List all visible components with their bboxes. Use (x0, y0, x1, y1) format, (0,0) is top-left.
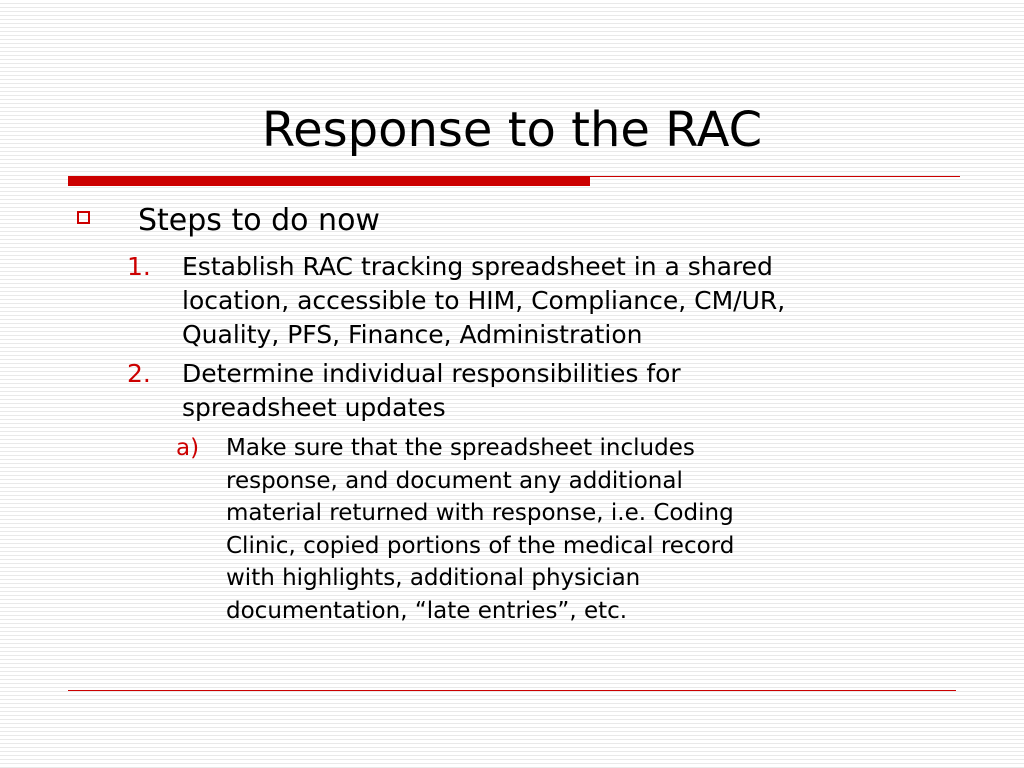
footer-rule (68, 690, 956, 691)
text-line: documentation, “late entries”, etc. (226, 597, 628, 624)
step-number: 1. (127, 252, 151, 281)
hollow-square-bullet-icon (77, 211, 90, 224)
slide-title: Response to the RAC (261, 102, 763, 158)
substep-letter: a) (176, 435, 200, 461)
text-line: Clinic, copied portions of the medical record (226, 532, 735, 559)
text-line: location, accessible to HIM, Compliance, CM/UR, (182, 286, 786, 315)
title-underline-thick (68, 176, 590, 186)
text-line: response, and document any additional (226, 467, 683, 494)
text-line: Determine individual responsibilities for (182, 359, 681, 388)
text-line: Quality, PFS, Finance, Administration (182, 320, 643, 349)
substep-text (226, 432, 734, 627)
text-line: Make sure that the spreadsheet includes (226, 435, 695, 461)
text-line: Establish RAC tracking spreadsheet in a shared (182, 252, 773, 281)
title-underline-thin (590, 176, 960, 177)
step-text (182, 357, 681, 425)
text-line: material returned with response, i.e. Coding (226, 500, 734, 526)
bullet-text: Steps to do now (138, 203, 380, 238)
text-line: spreadsheet updates (182, 393, 446, 422)
text-line: with highlights, additional physician (226, 565, 641, 591)
step-number: 2. (127, 359, 151, 388)
step-text (182, 250, 785, 352)
